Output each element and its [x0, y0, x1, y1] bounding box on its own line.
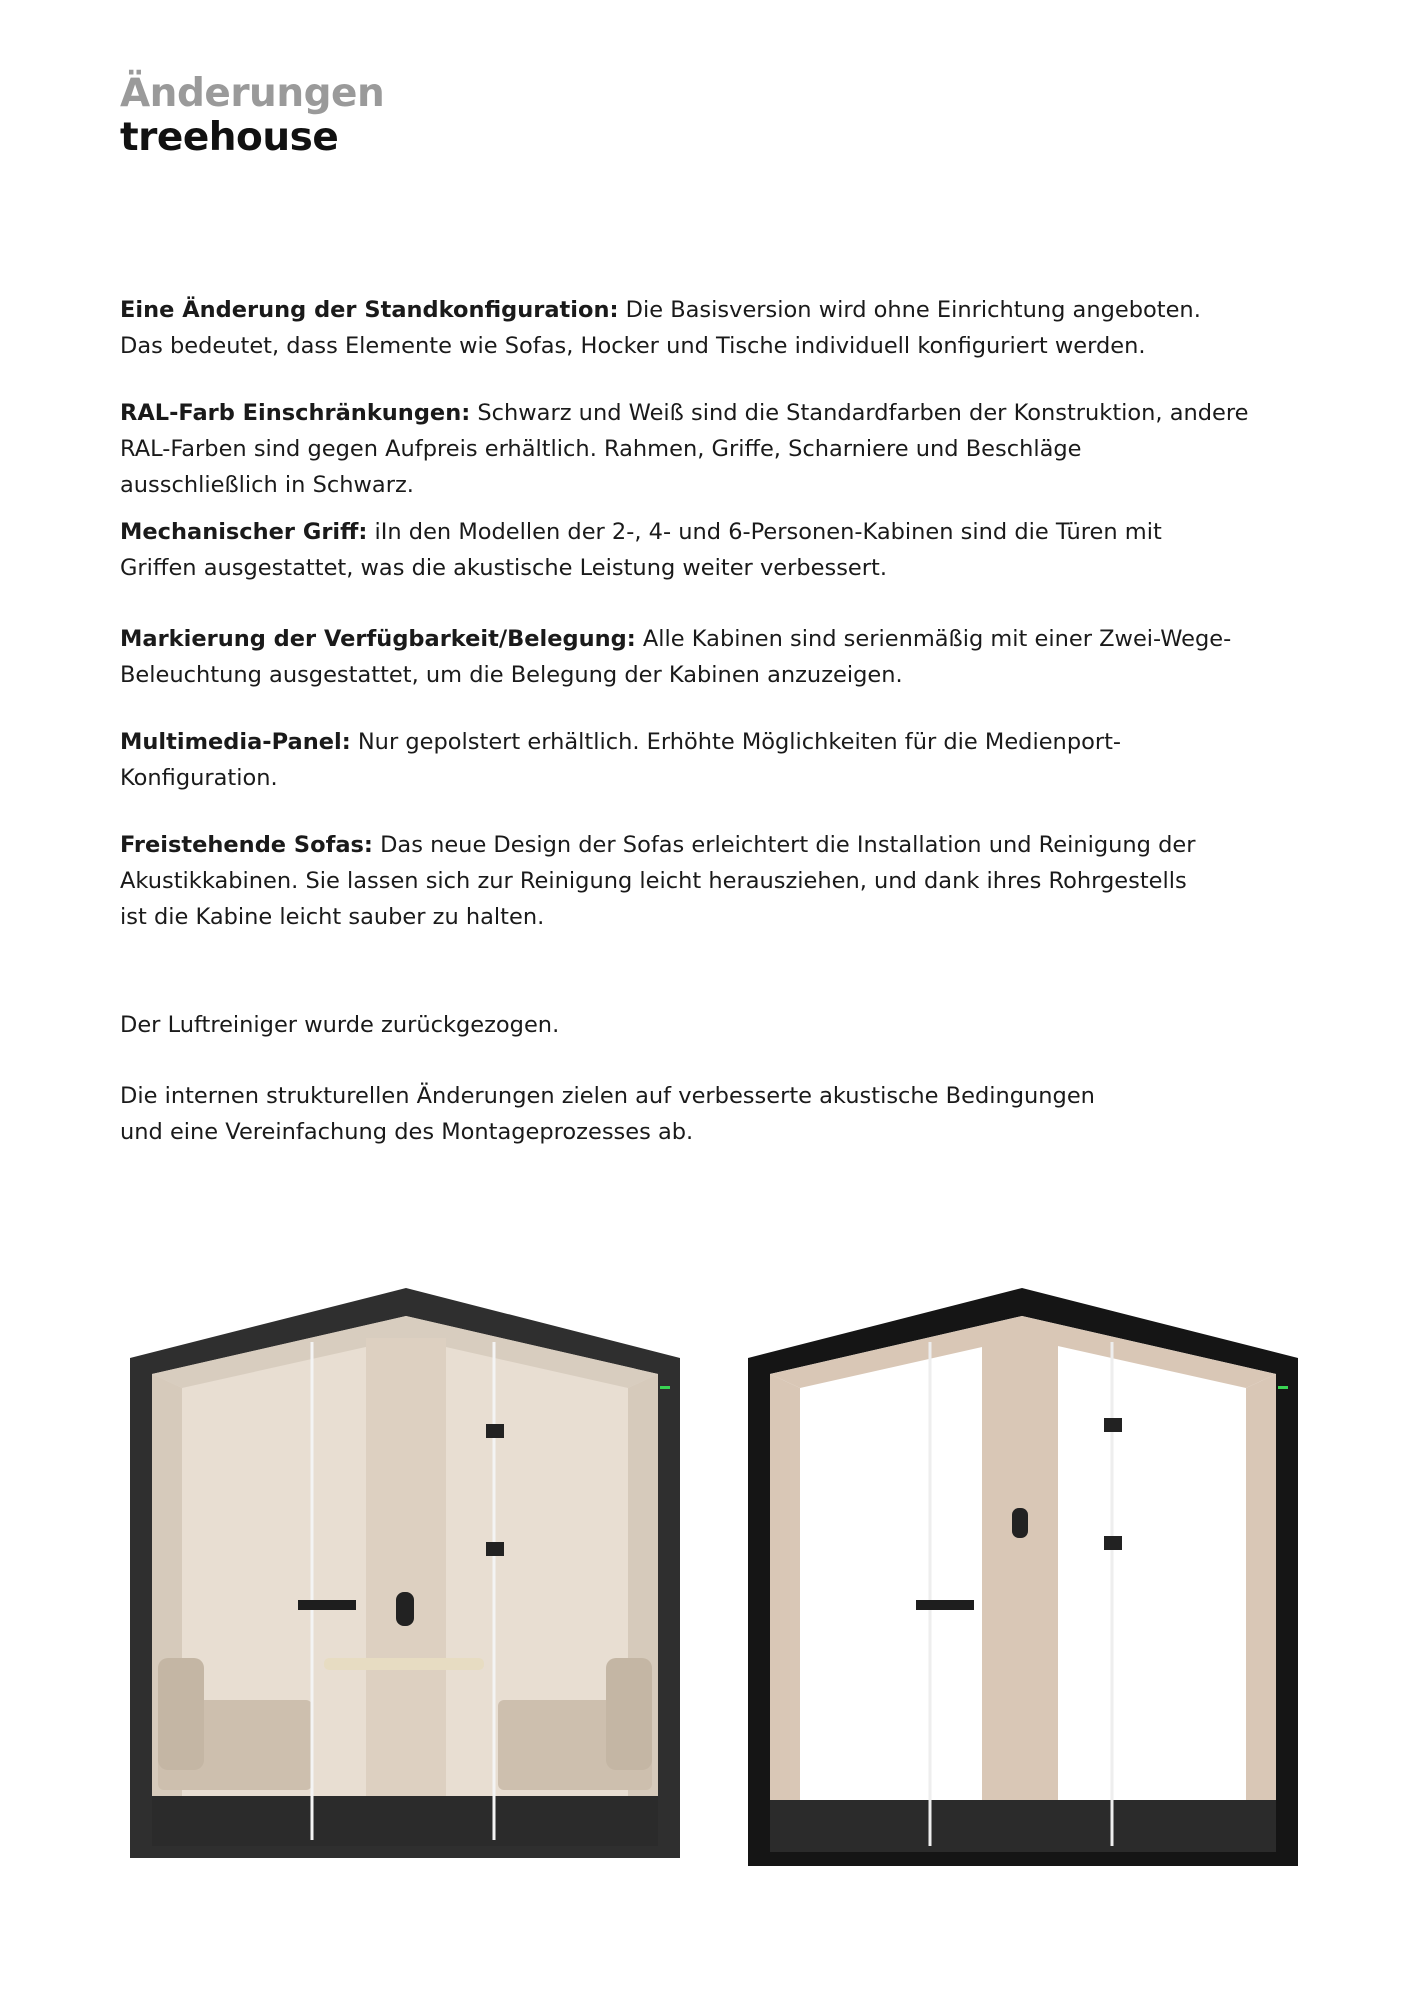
status-light [1278, 1386, 1288, 1389]
door-hinge [486, 1424, 504, 1438]
section-line: Beleuchtung ausgestattet, um die Belegung der Kabinen anzuzeigen. [120, 662, 903, 688]
title-product: treehouse [120, 115, 339, 160]
note-line: Die internen strukturellen Änderungen zielen auf verbesserte akustische Bedingungen [120, 1083, 1095, 1109]
section-line [120, 395, 1300, 431]
section-label: RAL-Farb Einschränkungen: [120, 400, 471, 426]
section-line [120, 724, 1300, 760]
door-hinge [1104, 1536, 1122, 1550]
sofa-left-back [158, 1658, 204, 1770]
section-text: iIn den Modellen der 2-, 4- und 6-Personen-Kabinen sind die Türen mit [367, 519, 1162, 545]
section-line: Akustikkabinen. Sie lassen sich zur Reinigung leicht herausziehen, und dank ihres Rohrgestells [120, 868, 1187, 894]
floor-carpet [152, 1796, 658, 1846]
title-category: Änderungen [120, 71, 385, 116]
section-freestanding-sofas [120, 827, 1300, 935]
booth-empty-image [740, 1280, 1300, 1880]
section-multimedia-panel [120, 724, 1300, 796]
section-line: ausschließlich in Schwarz. [120, 472, 414, 498]
note-line: Der Luftreiniger wurde zurückgezogen. [120, 1012, 560, 1038]
door-handle [298, 1600, 356, 1610]
section-text: Schwarz und Weiß sind die Standardfarben der Konstruktion, andere [470, 400, 1249, 426]
section-line [120, 621, 1300, 657]
door-hinge [1104, 1418, 1122, 1432]
section-line: Griffen ausgestattet, was die akustische Leistung weiter verbessert. [120, 555, 887, 581]
section-line: ist die Kabine leicht sauber zu halten. [120, 904, 545, 930]
section-line: Konfiguration. [120, 765, 278, 791]
door-handle [916, 1600, 974, 1610]
panel-control [1012, 1508, 1028, 1538]
note-structural-changes [120, 1078, 1300, 1150]
section-mechanical-handle [120, 514, 1300, 586]
section-text: Das neue Design der Sofas erleichtert die Installation und Reinigung der [372, 832, 1196, 858]
section-line [120, 827, 1300, 863]
multimedia-panel [366, 1338, 446, 1818]
section-label: Freistehende Sofas: [120, 832, 373, 858]
section-text: Alle Kabinen sind serienmäßig mit einer Zwei-Wege- [635, 626, 1232, 652]
section-standard-configuration [120, 292, 1300, 364]
section-line: Das bedeutet, dass Elemente wie Sofas, Hocker und Tische individuell konfiguriert werden. [120, 333, 1146, 359]
status-light [660, 1386, 670, 1389]
multimedia-panel [982, 1338, 1058, 1808]
note-air-purifier [120, 1007, 1300, 1043]
section-line [120, 292, 1300, 328]
floor-carpet [770, 1800, 1276, 1852]
section-label: Multimedia-Panel: [120, 729, 351, 755]
section-line [120, 514, 1300, 550]
section-line: RAL-Farben sind gegen Aufpreis erhältlich. Rahmen, Griffe, Scharniere und Beschläge [120, 436, 1082, 462]
section-ral-colors [120, 395, 1300, 503]
section-label: Eine Änderung der Standkonfiguration: [120, 297, 619, 323]
booth-furnished-image [128, 1280, 683, 1880]
section-label: Markierung der Verfügbarkeit/Belegung: [120, 626, 636, 652]
sofa-right-back [606, 1658, 652, 1770]
table [324, 1658, 484, 1670]
section-label: Mechanischer Griff: [120, 519, 368, 545]
door-hinge [486, 1542, 504, 1556]
page-title [120, 72, 384, 160]
section-text: Die Basisversion wird ohne Einrichtung angeboten. [618, 297, 1201, 323]
panel-control [396, 1592, 414, 1626]
booth-right-wall [1246, 1374, 1276, 1840]
section-availability-marking [120, 621, 1300, 693]
section-text: Nur gepolstert erhältlich. Erhöhte Möglichkeiten für die Medienport- [350, 729, 1122, 755]
note-line: und eine Vereinfachung des Montageprozesses ab. [120, 1119, 694, 1145]
booth-left-wall [770, 1374, 800, 1840]
